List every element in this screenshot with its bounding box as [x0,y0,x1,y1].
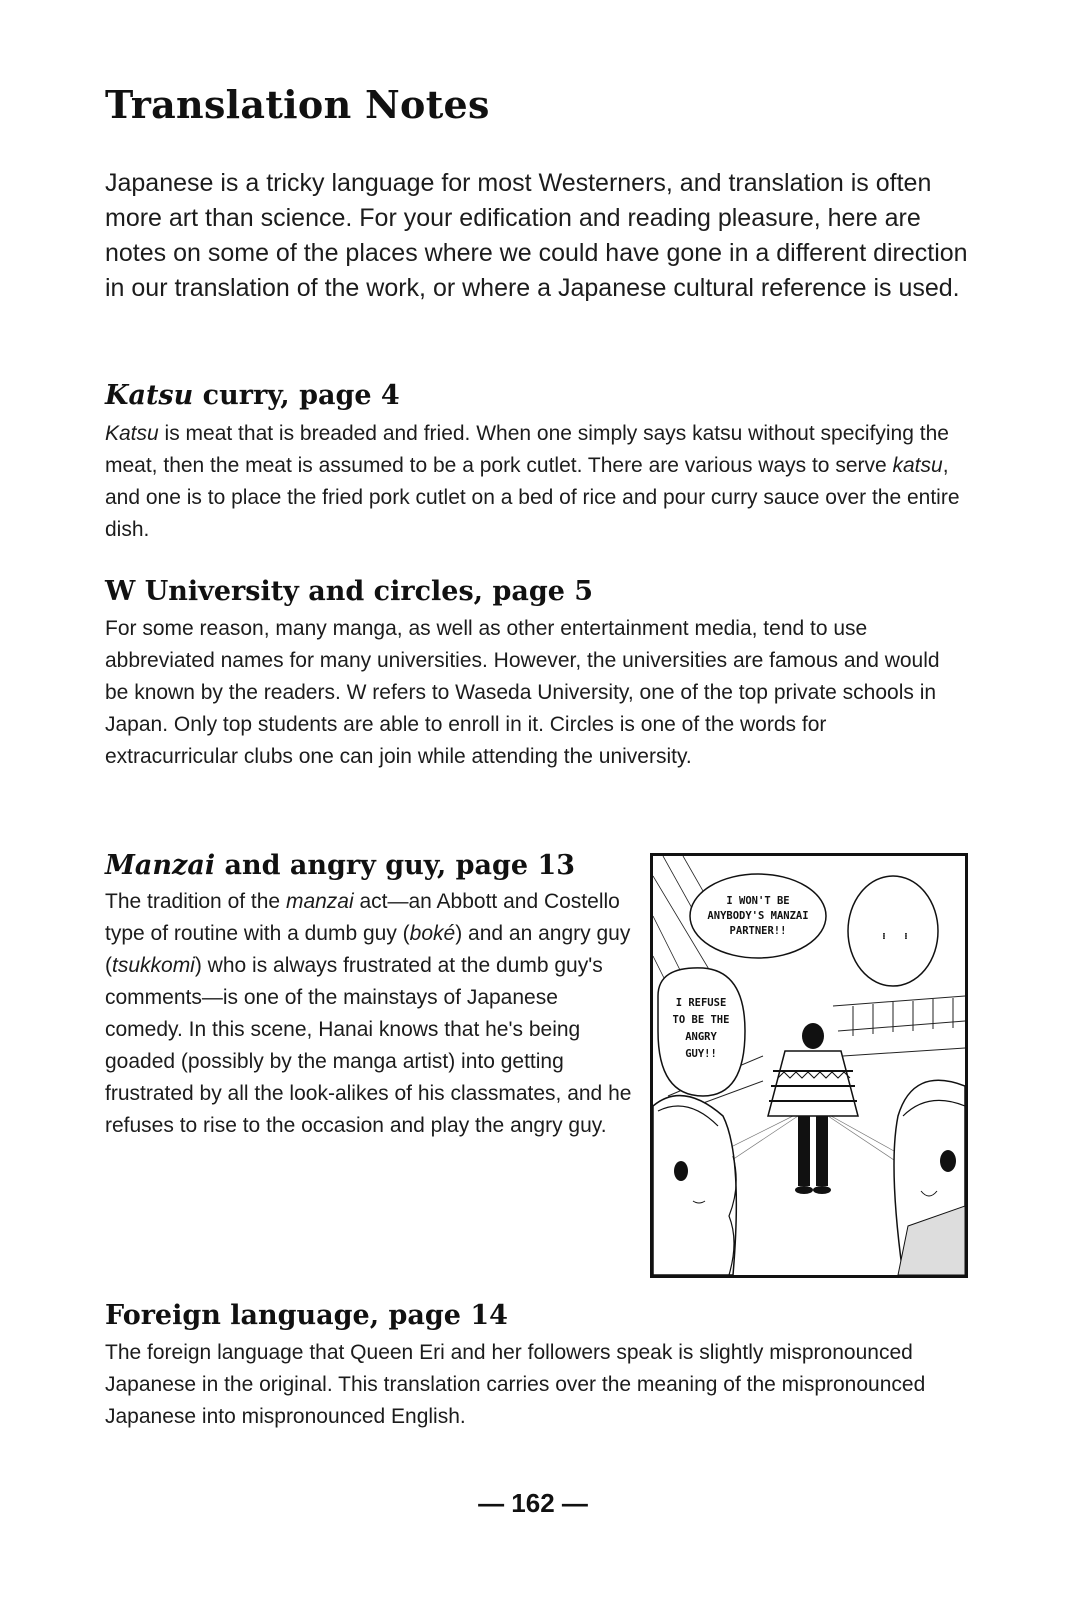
bubble2-line4: GUY!! [685,1048,717,1060]
note-body-part: Katsu [105,422,159,445]
bubble2-line1: I REFUSE [675,997,727,1009]
note-body-part: is meat that is breaded and fried. When one simply says katsu without specifying the meat, then the meat is assumed to be a pork cutlet. There are various ways to serve [105,422,949,477]
note-heading-italic: Manzai [105,850,216,881]
manga-panel-drawing [653,856,965,1275]
speech-bubble-3 [848,876,938,986]
note-body-part: For some reason, many manga, as well as other entertainment media, tend to use abbreviated names for many universities. However, the universities are famous and would be known by the readers. W refers to Waseda University, one of the top private schools in Japan. Only top students are able to enroll in it. Circles is one of the words for extracurricular clubs one can join while attending the university. [105,617,940,768]
note-body-part: act—an Abbott and Costello type of routine with a dumb guy ( [105,890,620,945]
note-body-part: boké [409,922,456,945]
note-body-w-university [105,613,965,773]
note-heading-text: Foreign language, page 14 [105,1300,508,1331]
bubble2-line2: TO BE THE [672,1014,730,1026]
bubble3-line1: … [880,932,892,940]
note-body-part: ) and an angry guy ( [105,922,631,977]
bubble1-line2: ANYBODY'S MANZAI [707,910,809,922]
left-character [653,1096,736,1275]
note-heading-text: W University and circles, page 5 [105,576,594,607]
note-heading-foreign-language [105,1300,508,1331]
manga-panel-illustration [650,853,968,1278]
note-heading-w-university [105,576,593,607]
bubble3-line2: … [902,932,914,940]
note-heading-manzai [105,850,575,881]
note-body-foreign-language [105,1337,965,1433]
note-heading-text: curry, page 4 [193,380,400,411]
note-body-part: manzai [285,890,354,913]
central-figure [768,1023,858,1194]
note-heading-katsu [105,380,400,411]
right-character [894,1080,965,1275]
note-heading-text: and angry guy, page 13 [215,850,576,881]
note-body-manzai [105,886,635,1142]
note-body-part: , and one is to place the fried pork cutlet on a bed of rice and pour curry sauce over the entire dish. [105,454,960,541]
bubble2-line3: ANGRY [685,1031,717,1043]
note-heading-italic: Katsu [105,380,194,411]
note-body-part: ) who is always frustrated at the dumb guy's comments—is one of the mainstays of Japanese comedy. In this scene, Hanai knows that he's being goaded (possibly by the manga artist) into getting frustrated by all the look-alikes of his classmates, and he refuses to rise to the occasion and play the angry guy. [105,954,632,1137]
page-number: — 162 — [478,1488,588,1518]
bubble1-line1: I WON'T BE [726,895,790,907]
note-body-part: The foreign language that Queen Eri and her followers speak is slightly mispronounced Japanese in the original. This translation carries over the meaning of the mispronounced Japanese into mispronounced English. [105,1341,926,1428]
note-body-katsu [105,418,975,546]
page-title: Translation Notes [105,82,490,127]
bubble1-line3: PARTNER!! [729,925,787,937]
intro-paragraph: Japanese is a tricky language for most Westerners, and translation is often more art than science. For your edification and reading pleasure, here are notes on some of the places where we could have gone in a different direction in our translation of the work, or where a Japanese cultural reference is used. [105,169,968,302]
note-body-part: katsu [892,454,943,477]
note-body-part: The tradition of the [105,890,286,913]
note-body-part: tsukkomi [112,954,195,977]
